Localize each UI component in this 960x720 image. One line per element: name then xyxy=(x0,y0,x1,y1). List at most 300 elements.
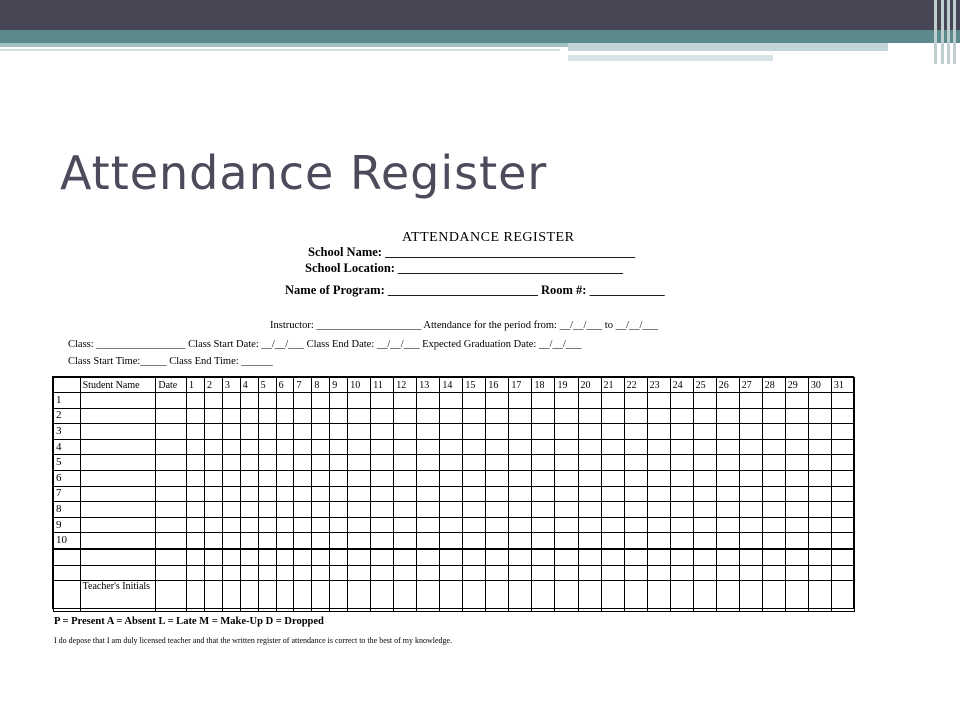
table-cell xyxy=(276,470,294,486)
table-cell xyxy=(330,393,348,409)
table-cell xyxy=(624,393,647,409)
table-cell xyxy=(693,424,716,440)
row-number: 2 xyxy=(54,408,81,424)
column-header: 1 xyxy=(187,378,205,393)
table-cell xyxy=(222,549,240,565)
table-cell xyxy=(670,486,693,502)
table-cell xyxy=(276,439,294,455)
table-cell xyxy=(371,533,394,549)
table-cell xyxy=(647,533,670,549)
table-cell xyxy=(693,581,716,612)
table-cell xyxy=(187,486,205,502)
table-cell xyxy=(670,408,693,424)
table-cell xyxy=(716,393,739,409)
table-cell xyxy=(348,486,371,502)
table-cell xyxy=(417,502,440,518)
table-cell xyxy=(739,408,762,424)
table-cell xyxy=(601,533,624,549)
table-cell xyxy=(463,470,486,486)
column-header: 4 xyxy=(240,378,258,393)
table-cell xyxy=(240,486,258,502)
table-cell xyxy=(222,470,240,486)
table-cell xyxy=(156,470,187,486)
table-cell xyxy=(463,502,486,518)
table-cell xyxy=(440,565,463,581)
table-cell xyxy=(312,486,330,502)
table-cell xyxy=(222,502,240,518)
column-header: 23 xyxy=(647,378,670,393)
table-cell xyxy=(693,502,716,518)
table-cell xyxy=(187,439,205,455)
table-cell xyxy=(240,581,258,612)
table-cell xyxy=(294,439,312,455)
table-cell xyxy=(578,439,601,455)
table-cell xyxy=(240,439,258,455)
table-cell xyxy=(716,408,739,424)
table-cell xyxy=(312,517,330,533)
table-cell xyxy=(258,565,276,581)
table-cell xyxy=(204,549,222,565)
column-header: 13 xyxy=(417,378,440,393)
table-cell xyxy=(509,517,532,533)
column-header: 3 xyxy=(222,378,240,393)
column-header: 18 xyxy=(532,378,555,393)
table-cell xyxy=(624,455,647,471)
table-cell xyxy=(294,502,312,518)
teacher-initials-row xyxy=(54,581,855,612)
table-cell xyxy=(647,549,670,565)
table-cell xyxy=(80,439,156,455)
table-cell xyxy=(394,408,417,424)
table-cell xyxy=(294,581,312,612)
table-cell xyxy=(348,502,371,518)
table-cell xyxy=(716,581,739,612)
table-cell xyxy=(716,517,739,533)
table-cell xyxy=(762,470,785,486)
table-cell xyxy=(440,533,463,549)
table-cell xyxy=(258,393,276,409)
table-cell xyxy=(808,455,831,471)
table-cell xyxy=(509,470,532,486)
table-cell xyxy=(647,439,670,455)
table-cell xyxy=(762,502,785,518)
table-cell xyxy=(463,486,486,502)
table-row xyxy=(54,408,855,424)
table-cell xyxy=(624,581,647,612)
table-cell xyxy=(762,439,785,455)
table-cell xyxy=(330,533,348,549)
table-row xyxy=(54,565,855,581)
table-cell xyxy=(394,439,417,455)
table-cell xyxy=(294,455,312,471)
table-cell xyxy=(371,517,394,533)
table-cell xyxy=(762,408,785,424)
table-cell xyxy=(80,502,156,518)
time-line: Class Start Time:_____ Class End Time: ______ xyxy=(68,356,273,367)
table-cell xyxy=(258,408,276,424)
table-cell xyxy=(831,455,854,471)
table-cell xyxy=(312,581,330,612)
column-header: 26 xyxy=(716,378,739,393)
table-cell xyxy=(739,549,762,565)
table-cell xyxy=(785,393,808,409)
table-cell xyxy=(785,533,808,549)
table-cell xyxy=(463,565,486,581)
table-cell xyxy=(716,533,739,549)
table-row xyxy=(54,455,855,471)
row-number: 4 xyxy=(54,439,81,455)
table-cell xyxy=(294,424,312,440)
table-cell xyxy=(486,581,509,612)
table-cell xyxy=(80,549,156,565)
table-cell xyxy=(601,581,624,612)
table-cell xyxy=(555,581,578,612)
table-cell xyxy=(204,408,222,424)
table-cell xyxy=(739,470,762,486)
table-cell xyxy=(312,455,330,471)
table-cell xyxy=(624,517,647,533)
table-cell xyxy=(330,439,348,455)
table-cell xyxy=(463,517,486,533)
table-row xyxy=(54,533,855,549)
table-cell xyxy=(258,549,276,565)
table-cell xyxy=(463,549,486,565)
column-header: 31 xyxy=(831,378,854,393)
table-cell xyxy=(624,502,647,518)
table-cell xyxy=(578,533,601,549)
row-number xyxy=(54,581,81,612)
table-cell xyxy=(670,581,693,612)
table-cell xyxy=(204,439,222,455)
table-cell xyxy=(670,424,693,440)
table-cell xyxy=(156,565,187,581)
table-cell xyxy=(440,581,463,612)
column-header: 10 xyxy=(348,378,371,393)
table-cell xyxy=(348,565,371,581)
school-name-field: School Name: ________________________________________ xyxy=(308,245,636,259)
table-cell xyxy=(762,565,785,581)
table-cell xyxy=(187,581,205,612)
table-cell xyxy=(156,486,187,502)
table-cell xyxy=(555,455,578,471)
table-cell xyxy=(394,565,417,581)
legend: P = Present A = Absent L = Late M = Make-Up D = Dropped xyxy=(54,616,324,627)
column-header: 17 xyxy=(509,378,532,393)
table-cell xyxy=(348,424,371,440)
table-cell xyxy=(509,533,532,549)
attendance-table xyxy=(52,376,854,609)
table-cell xyxy=(785,565,808,581)
table-cell xyxy=(808,486,831,502)
table-cell xyxy=(808,424,831,440)
table-cell xyxy=(417,470,440,486)
table-cell xyxy=(601,517,624,533)
table-cell xyxy=(762,455,785,471)
table-cell xyxy=(80,424,156,440)
school-location-field: School Location: ____________________________________ xyxy=(305,261,624,275)
table-cell xyxy=(240,393,258,409)
table-cell xyxy=(187,565,205,581)
table-cell xyxy=(371,502,394,518)
table-cell xyxy=(417,408,440,424)
column-header: 11 xyxy=(371,378,394,393)
table-cell xyxy=(348,517,371,533)
table-cell xyxy=(624,470,647,486)
teacher-initials-label: Teacher's Initials xyxy=(80,581,156,612)
table-cell xyxy=(187,517,205,533)
table-cell xyxy=(555,470,578,486)
table-cell xyxy=(624,424,647,440)
table-cell xyxy=(222,533,240,549)
table-cell xyxy=(808,439,831,455)
table-cell xyxy=(578,502,601,518)
table-cell xyxy=(785,549,808,565)
table-cell xyxy=(532,533,555,549)
table-cell xyxy=(394,581,417,612)
table-cell xyxy=(187,502,205,518)
table-cell xyxy=(240,424,258,440)
table-cell xyxy=(156,502,187,518)
row-number: 5 xyxy=(54,455,81,471)
table-cell xyxy=(348,533,371,549)
table-cell xyxy=(670,439,693,455)
table-cell xyxy=(222,393,240,409)
table-cell xyxy=(312,408,330,424)
table-cell xyxy=(240,455,258,471)
table-row xyxy=(54,502,855,518)
table-cell xyxy=(156,581,187,612)
table-cell xyxy=(312,393,330,409)
table-cell xyxy=(532,581,555,612)
table-cell xyxy=(486,565,509,581)
table-cell xyxy=(785,470,808,486)
column-header: 9 xyxy=(330,378,348,393)
table-cell xyxy=(670,565,693,581)
table-cell xyxy=(294,393,312,409)
table-cell xyxy=(187,470,205,486)
table-cell xyxy=(276,549,294,565)
table-cell xyxy=(601,393,624,409)
table-cell xyxy=(417,455,440,471)
table-cell xyxy=(80,408,156,424)
table-cell xyxy=(647,455,670,471)
table-cell xyxy=(371,439,394,455)
table-cell xyxy=(312,439,330,455)
table-cell xyxy=(509,408,532,424)
table-cell xyxy=(156,439,187,455)
table-cell xyxy=(647,486,670,502)
table-cell xyxy=(156,549,187,565)
table-cell xyxy=(555,424,578,440)
program-field: Name of Program: ________________________ Room #: ____________ xyxy=(285,283,665,297)
table-cell xyxy=(785,424,808,440)
table-cell xyxy=(276,408,294,424)
table-cell xyxy=(294,517,312,533)
table-cell xyxy=(762,486,785,502)
table-cell xyxy=(693,486,716,502)
table-cell xyxy=(762,549,785,565)
table-cell xyxy=(463,424,486,440)
table-cell xyxy=(204,424,222,440)
table-cell xyxy=(739,517,762,533)
table-cell xyxy=(509,455,532,471)
table-cell xyxy=(463,439,486,455)
table-cell xyxy=(276,455,294,471)
table-cell xyxy=(716,565,739,581)
table-cell xyxy=(808,517,831,533)
table-cell xyxy=(509,424,532,440)
table-cell xyxy=(258,486,276,502)
table-cell xyxy=(532,502,555,518)
table-row xyxy=(54,424,855,440)
document-title: ATTENDANCE REGISTER xyxy=(402,230,575,245)
table-cell xyxy=(808,549,831,565)
table-cell xyxy=(240,565,258,581)
column-header: 24 xyxy=(670,378,693,393)
table-cell xyxy=(156,455,187,471)
table-cell xyxy=(440,455,463,471)
table-cell xyxy=(486,408,509,424)
table-cell xyxy=(294,549,312,565)
column-header: 5 xyxy=(258,378,276,393)
table-cell xyxy=(156,533,187,549)
table-cell xyxy=(187,424,205,440)
table-cell xyxy=(831,533,854,549)
table-cell xyxy=(204,533,222,549)
table-cell xyxy=(693,565,716,581)
table-cell xyxy=(294,565,312,581)
table-cell xyxy=(716,470,739,486)
table-cell xyxy=(808,581,831,612)
table-cell xyxy=(739,486,762,502)
table-cell xyxy=(578,393,601,409)
table-cell xyxy=(330,424,348,440)
table-cell xyxy=(601,502,624,518)
table-cell xyxy=(80,517,156,533)
column-header: 16 xyxy=(486,378,509,393)
table-cell xyxy=(222,408,240,424)
table-cell xyxy=(156,424,187,440)
table-cell xyxy=(532,455,555,471)
column-header: 15 xyxy=(463,378,486,393)
table-cell xyxy=(670,549,693,565)
table-cell xyxy=(555,502,578,518)
table-cell xyxy=(647,565,670,581)
table-cell xyxy=(532,439,555,455)
table-cell xyxy=(371,549,394,565)
row-number: 1 xyxy=(54,393,81,409)
table-cell xyxy=(601,439,624,455)
table-cell xyxy=(555,517,578,533)
table-cell xyxy=(670,502,693,518)
table-cell xyxy=(204,393,222,409)
table-cell xyxy=(647,408,670,424)
table-cell xyxy=(578,549,601,565)
table-cell xyxy=(417,581,440,612)
column-header: 28 xyxy=(762,378,785,393)
table-cell xyxy=(156,408,187,424)
table-cell xyxy=(785,581,808,612)
table-cell xyxy=(578,565,601,581)
table-cell xyxy=(371,408,394,424)
row-number: 6 xyxy=(54,470,81,486)
table-cell xyxy=(312,502,330,518)
table-cell xyxy=(532,549,555,565)
table-cell xyxy=(578,581,601,612)
table-cell xyxy=(670,517,693,533)
table-cell xyxy=(739,439,762,455)
table-cell xyxy=(204,565,222,581)
table-cell xyxy=(578,424,601,440)
table-cell xyxy=(348,408,371,424)
table-cell xyxy=(647,470,670,486)
table-cell xyxy=(601,549,624,565)
table-cell xyxy=(276,393,294,409)
table-cell xyxy=(831,393,854,409)
table-cell xyxy=(762,517,785,533)
table-cell xyxy=(258,470,276,486)
deposition-statement: I do depose that I am duly licensed teacher and that the written register of attendance is correct to the best of my knowledge. xyxy=(54,636,453,645)
table-cell xyxy=(440,393,463,409)
table-cell xyxy=(330,470,348,486)
table-cell xyxy=(312,470,330,486)
table-cell xyxy=(440,549,463,565)
table-cell xyxy=(417,439,440,455)
table-cell xyxy=(330,502,348,518)
table-cell xyxy=(555,486,578,502)
table-cell xyxy=(440,439,463,455)
table-cell xyxy=(417,549,440,565)
row-number: 10 xyxy=(54,533,81,549)
table-cell xyxy=(601,565,624,581)
table-cell xyxy=(276,581,294,612)
table-cell xyxy=(417,517,440,533)
table-cell xyxy=(808,533,831,549)
table-cell xyxy=(831,502,854,518)
table-cell xyxy=(330,565,348,581)
column-header: 2 xyxy=(204,378,222,393)
table-cell xyxy=(831,581,854,612)
table-cell xyxy=(440,408,463,424)
table-cell xyxy=(394,549,417,565)
table-cell xyxy=(486,502,509,518)
table-row xyxy=(54,517,855,533)
table-cell xyxy=(808,393,831,409)
table-cell xyxy=(578,486,601,502)
table-cell xyxy=(204,470,222,486)
table-cell xyxy=(394,424,417,440)
table-cell xyxy=(371,581,394,612)
table-cell xyxy=(716,439,739,455)
table-cell xyxy=(509,393,532,409)
table-cell xyxy=(785,455,808,471)
table-cell xyxy=(222,486,240,502)
table-cell xyxy=(330,455,348,471)
table-cell xyxy=(463,393,486,409)
table-cell xyxy=(371,424,394,440)
table-cell xyxy=(240,517,258,533)
table-cell xyxy=(187,455,205,471)
table-cell xyxy=(330,486,348,502)
table-cell xyxy=(716,455,739,471)
table-cell xyxy=(808,565,831,581)
column-header: 27 xyxy=(739,378,762,393)
table-cell xyxy=(394,393,417,409)
table-cell xyxy=(440,486,463,502)
table-cell xyxy=(80,565,156,581)
table-cell xyxy=(624,408,647,424)
table-row xyxy=(54,549,855,565)
